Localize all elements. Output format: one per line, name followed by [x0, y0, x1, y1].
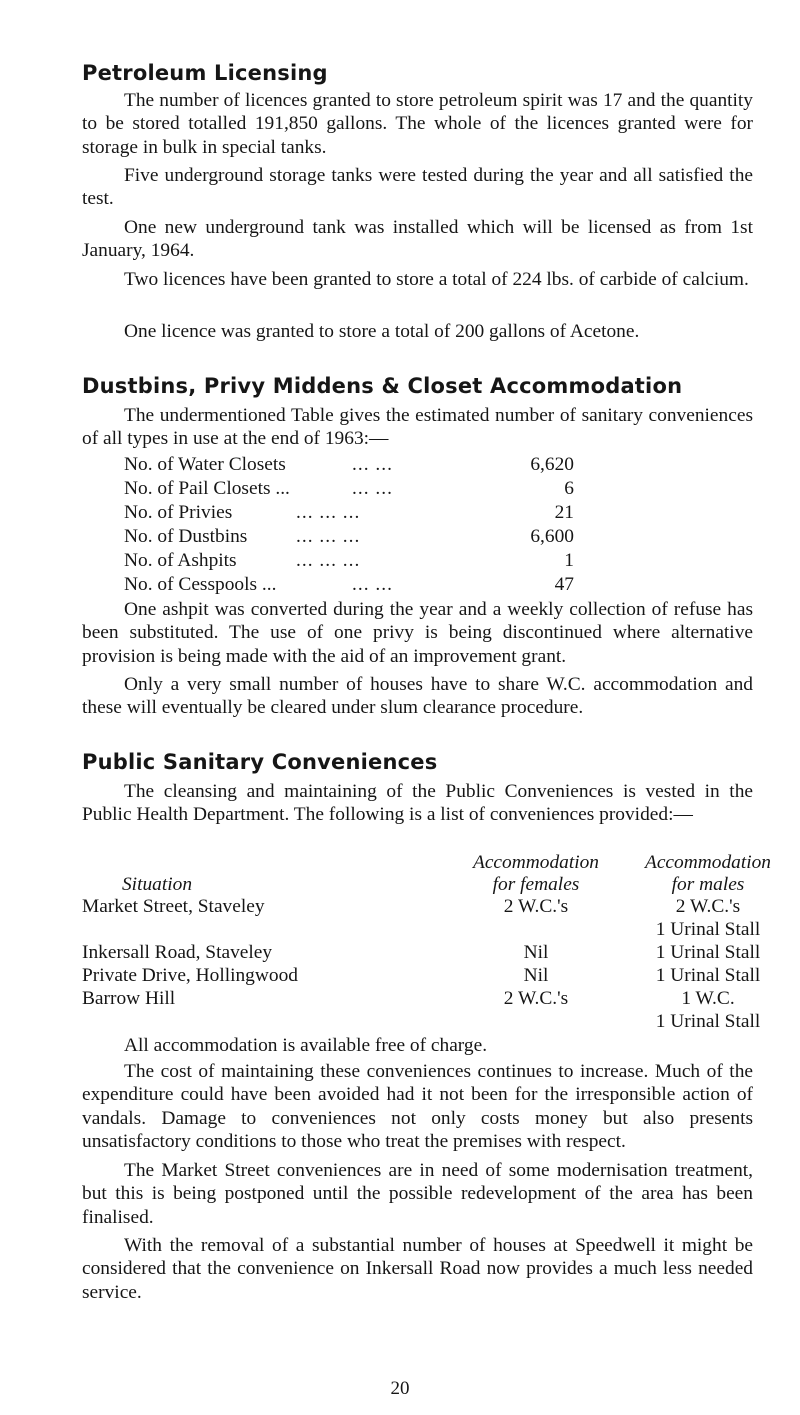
males-cell: 1 Urinal Stall: [655, 965, 761, 986]
females-cell: 2 W.C.'s: [503, 896, 569, 917]
situation-cell: Inkersall Road, Staveley: [82, 942, 273, 963]
females-cell: 2 W.C.'s: [503, 988, 569, 1009]
males-cell: 1 W.C.: [681, 988, 735, 1009]
row-value: 47: [554, 574, 574, 595]
situation-cell: Barrow Hill: [82, 988, 176, 1009]
row-value: 21: [554, 502, 574, 523]
public-paragraph-1: The cost of maintaining these conveniences continues to increase. Much of the expenditure could have been avoided had it not been for the irresponsible action of vandals. Damage to conveniences not only costs money but also presents unsatisfactory conditions to those who treat the premises with respect.: [82, 1061, 753, 1153]
petroleum-paragraph-2: Five underground storage tanks were tested during the year and all satisfied the test.: [82, 165, 753, 210]
free-of-charge-note: All accommodation is available free of charge.: [124, 1035, 488, 1056]
column-header-females: Accommodation: [472, 852, 599, 873]
males-cell: 1 Urinal Stall: [655, 942, 761, 963]
table-row: [124, 501, 574, 525]
row-value: 6,620: [530, 454, 574, 475]
leader-dots: ... ... ...: [296, 526, 361, 547]
row-value: 6: [564, 478, 574, 499]
leader-dots: ... ... ...: [296, 502, 361, 523]
leader-dots: ... ... ...: [296, 550, 361, 571]
petroleum-paragraph-1: The number of licences granted to store petroleum spirit was 17 and the quantity to be stored totalled 191,850 gallons. The whole of the licences granted were for storage in bulk in special tanks.: [82, 90, 753, 158]
leader-dots: ... ...: [352, 574, 393, 595]
dustbins-intro: The undermentioned Table gives the estimated number of sanitary conveniences of all types in use at the end of 1963:—: [82, 405, 753, 450]
dustbins-paragraph-1: One ashpit was converted during the year and a weekly collection of refuse has been substituted. The use of one privy is being discontinued where alternative provision is being made with the aid of an improvement grant.: [82, 599, 753, 667]
situation-cell: Private Drive, Hollingwood: [82, 965, 298, 986]
petroleum-paragraph-4: Two licences have been granted to store a total of 224 lbs. of carbide of calcium.: [124, 269, 749, 290]
females-cell: Nil: [523, 965, 549, 986]
petroleum-paragraph-3: One new underground tank was installed which will be licensed as from 1st January, 1964.: [82, 217, 753, 262]
dustbins-paragraph-2: Only a very small number of houses have to share W.C. accommodation and these will eventually be cleared under slum clearance procedure.: [82, 674, 753, 719]
table-row: [124, 525, 574, 549]
leader-dots: ... ...: [352, 454, 393, 475]
column-header-males-sub: for males: [671, 874, 745, 895]
petroleum-heading: Petroleum Licensing: [82, 61, 328, 85]
row-label: No. of Dustbins: [124, 526, 248, 547]
table-row: [124, 549, 574, 573]
row-label: No. of Pail Closets ...: [124, 478, 290, 499]
column-header-males: Accommodation: [644, 852, 771, 873]
public-intro: The cleansing and maintaining of the Public Conveniences is vested in the Public Health Department. The following is a list of conveniences provided:—: [82, 781, 753, 826]
column-header-situation: Situation: [121, 874, 193, 895]
row-label: No. of Privies: [124, 502, 233, 523]
leader-dots: ... ...: [352, 478, 393, 499]
males-cell: 2 W.C.'s: [675, 896, 741, 917]
table-row: [124, 477, 574, 501]
males-cell: 1 Urinal Stall: [655, 1011, 761, 1032]
table-row: [124, 573, 574, 597]
row-label: No. of Water Closets: [124, 454, 286, 475]
row-value: 1: [564, 550, 574, 571]
page-number: 20: [390, 1378, 410, 1399]
public-paragraph-2: The Market Street conveniences are in need of some modernisation treatment, but this is being postponed until the possible redevelopment of the area has been finalised.: [82, 1160, 753, 1228]
table-row: [124, 453, 574, 477]
row-label: No. of Cesspools ...: [124, 574, 277, 595]
situation-cell: Market Street, Staveley: [82, 896, 265, 917]
males-cell: 1 Urinal Stall: [655, 919, 761, 940]
column-header-females-sub: for females: [492, 874, 580, 895]
public-heading: Public Sanitary Conveniences: [82, 750, 438, 774]
public-paragraph-3: With the removal of a substantial number of houses at Speedwell it might be considered that the convenience on Inkersall Road now provides a much less needed service.: [82, 1235, 753, 1303]
row-label: No. of Ashpits: [124, 550, 237, 571]
petroleum-paragraph-5: One licence was granted to store a total of 200 gallons of Acetone.: [124, 321, 640, 342]
females-cell: Nil: [523, 942, 549, 963]
row-value: 6,600: [530, 526, 574, 547]
dustbins-heading: Dustbins, Privy Middens & Closet Accommodation: [82, 374, 683, 398]
